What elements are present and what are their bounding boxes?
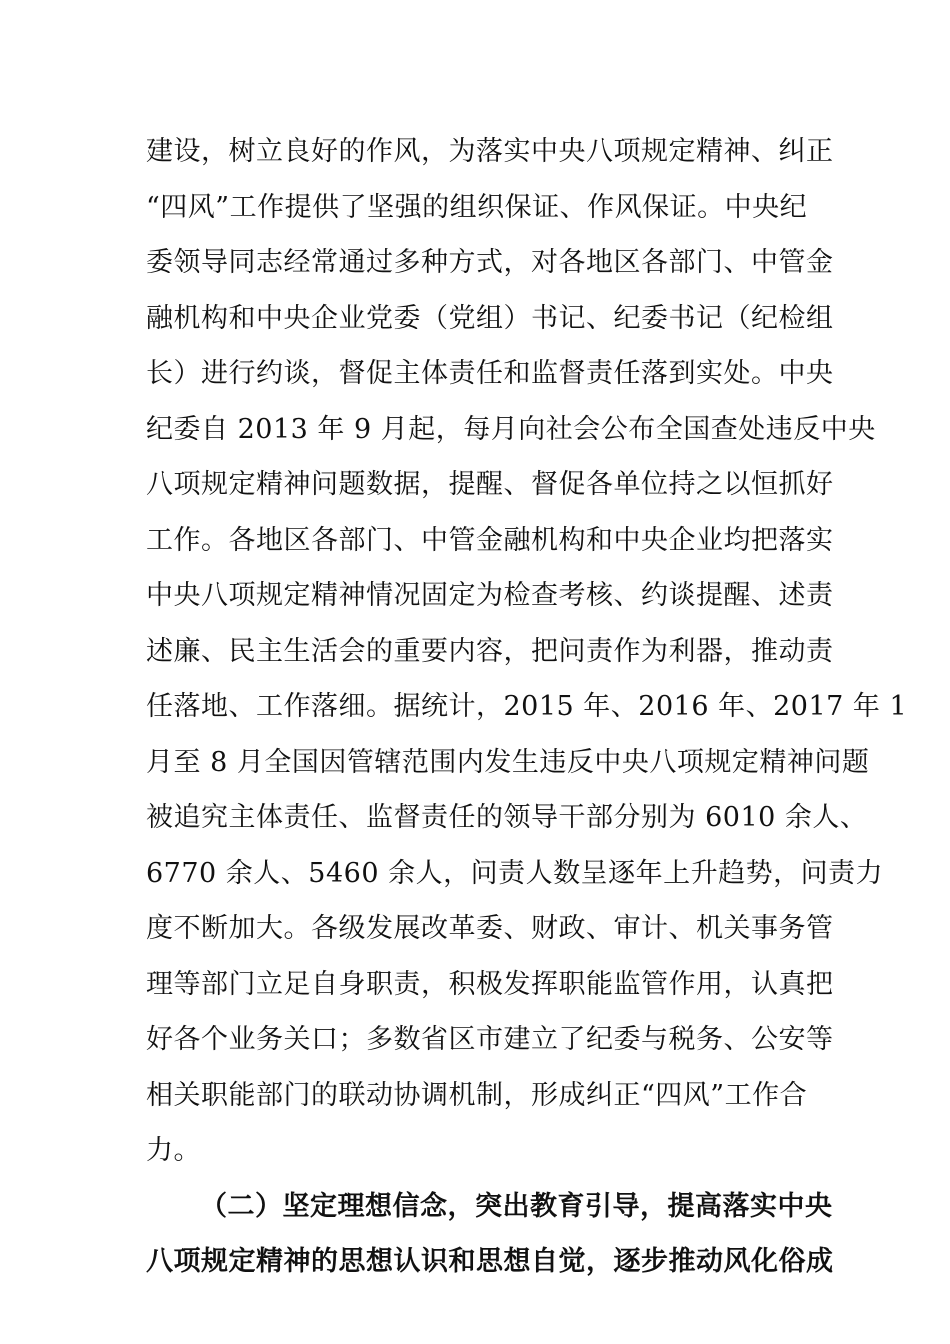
paragraph-line: 委领导同志经常通过多种方式，对各地区各部门、中管金 — [146, 247, 834, 278]
section-heading-line: 八项规定精神的思想认识和思想自觉，逐步推动风化俗成 — [146, 1246, 834, 1277]
paragraph-line: 力。 — [146, 1135, 201, 1166]
paragraph-line: 述廉、民主生活会的重要内容，把问责作为利器，推动责 — [146, 636, 834, 667]
paragraph-line: 理等部门立足自身职责，积极发挥职能监管作用，认真把 — [146, 969, 834, 1000]
paragraph-line: “四风”工作提供了坚强的组织保证、作风保证。中央纪 — [146, 192, 808, 223]
paragraph-line: 中央八项规定精神情况固定为检查考核、约谈提醒、述责 — [146, 580, 834, 611]
paragraph-line: 八项规定精神问题数据，提醒、督促各单位持之以恒抓好 — [146, 469, 834, 500]
paragraph-line: 建设，树立良好的作风，为落实中央八项规定精神、纠正 — [146, 136, 834, 167]
paragraph-line: 工作。各地区各部门、中管金融机构和中央企业均把落实 — [146, 525, 834, 556]
paragraph-line: 6770 余人、5460 余人，问责人数呈逐年上升趋势，问责力 — [146, 858, 884, 889]
paragraph-line: 相关职能部门的联动协调机制，形成纠正“四风”工作合 — [146, 1080, 808, 1111]
section-heading-line: （二）坚定理想信念，突出教育引导，提高落实中央 — [200, 1191, 833, 1222]
paragraph-line: 好各个业务关口；多数省区市建立了纪委与税务、公安等 — [146, 1024, 834, 1055]
paragraph-line: 融机构和中央企业党委（党组）书记、纪委书记（纪检组 — [146, 303, 834, 334]
paragraph-line: 月至 8 月全国因管辖范围内发生违反中央八项规定精神问题 — [146, 747, 870, 778]
paragraph-line: 纪委自 2013 年 9 月起，每月向社会公布全国查处违反中央 — [146, 414, 876, 445]
paragraph-line: 度不断加大。各级发展改革委、财政、审计、机关事务管 — [146, 913, 834, 944]
paragraph-line: 被追究主体责任、监督责任的领导干部分别为 6010 余人、 — [146, 802, 868, 833]
paragraph-line: 任落地、工作落细。据统计，2015 年、2016 年、2017 年 1 — [146, 691, 908, 722]
paragraph-line: 长）进行约谈，督促主体责任和监督责任落到实处。中央 — [146, 358, 834, 389]
